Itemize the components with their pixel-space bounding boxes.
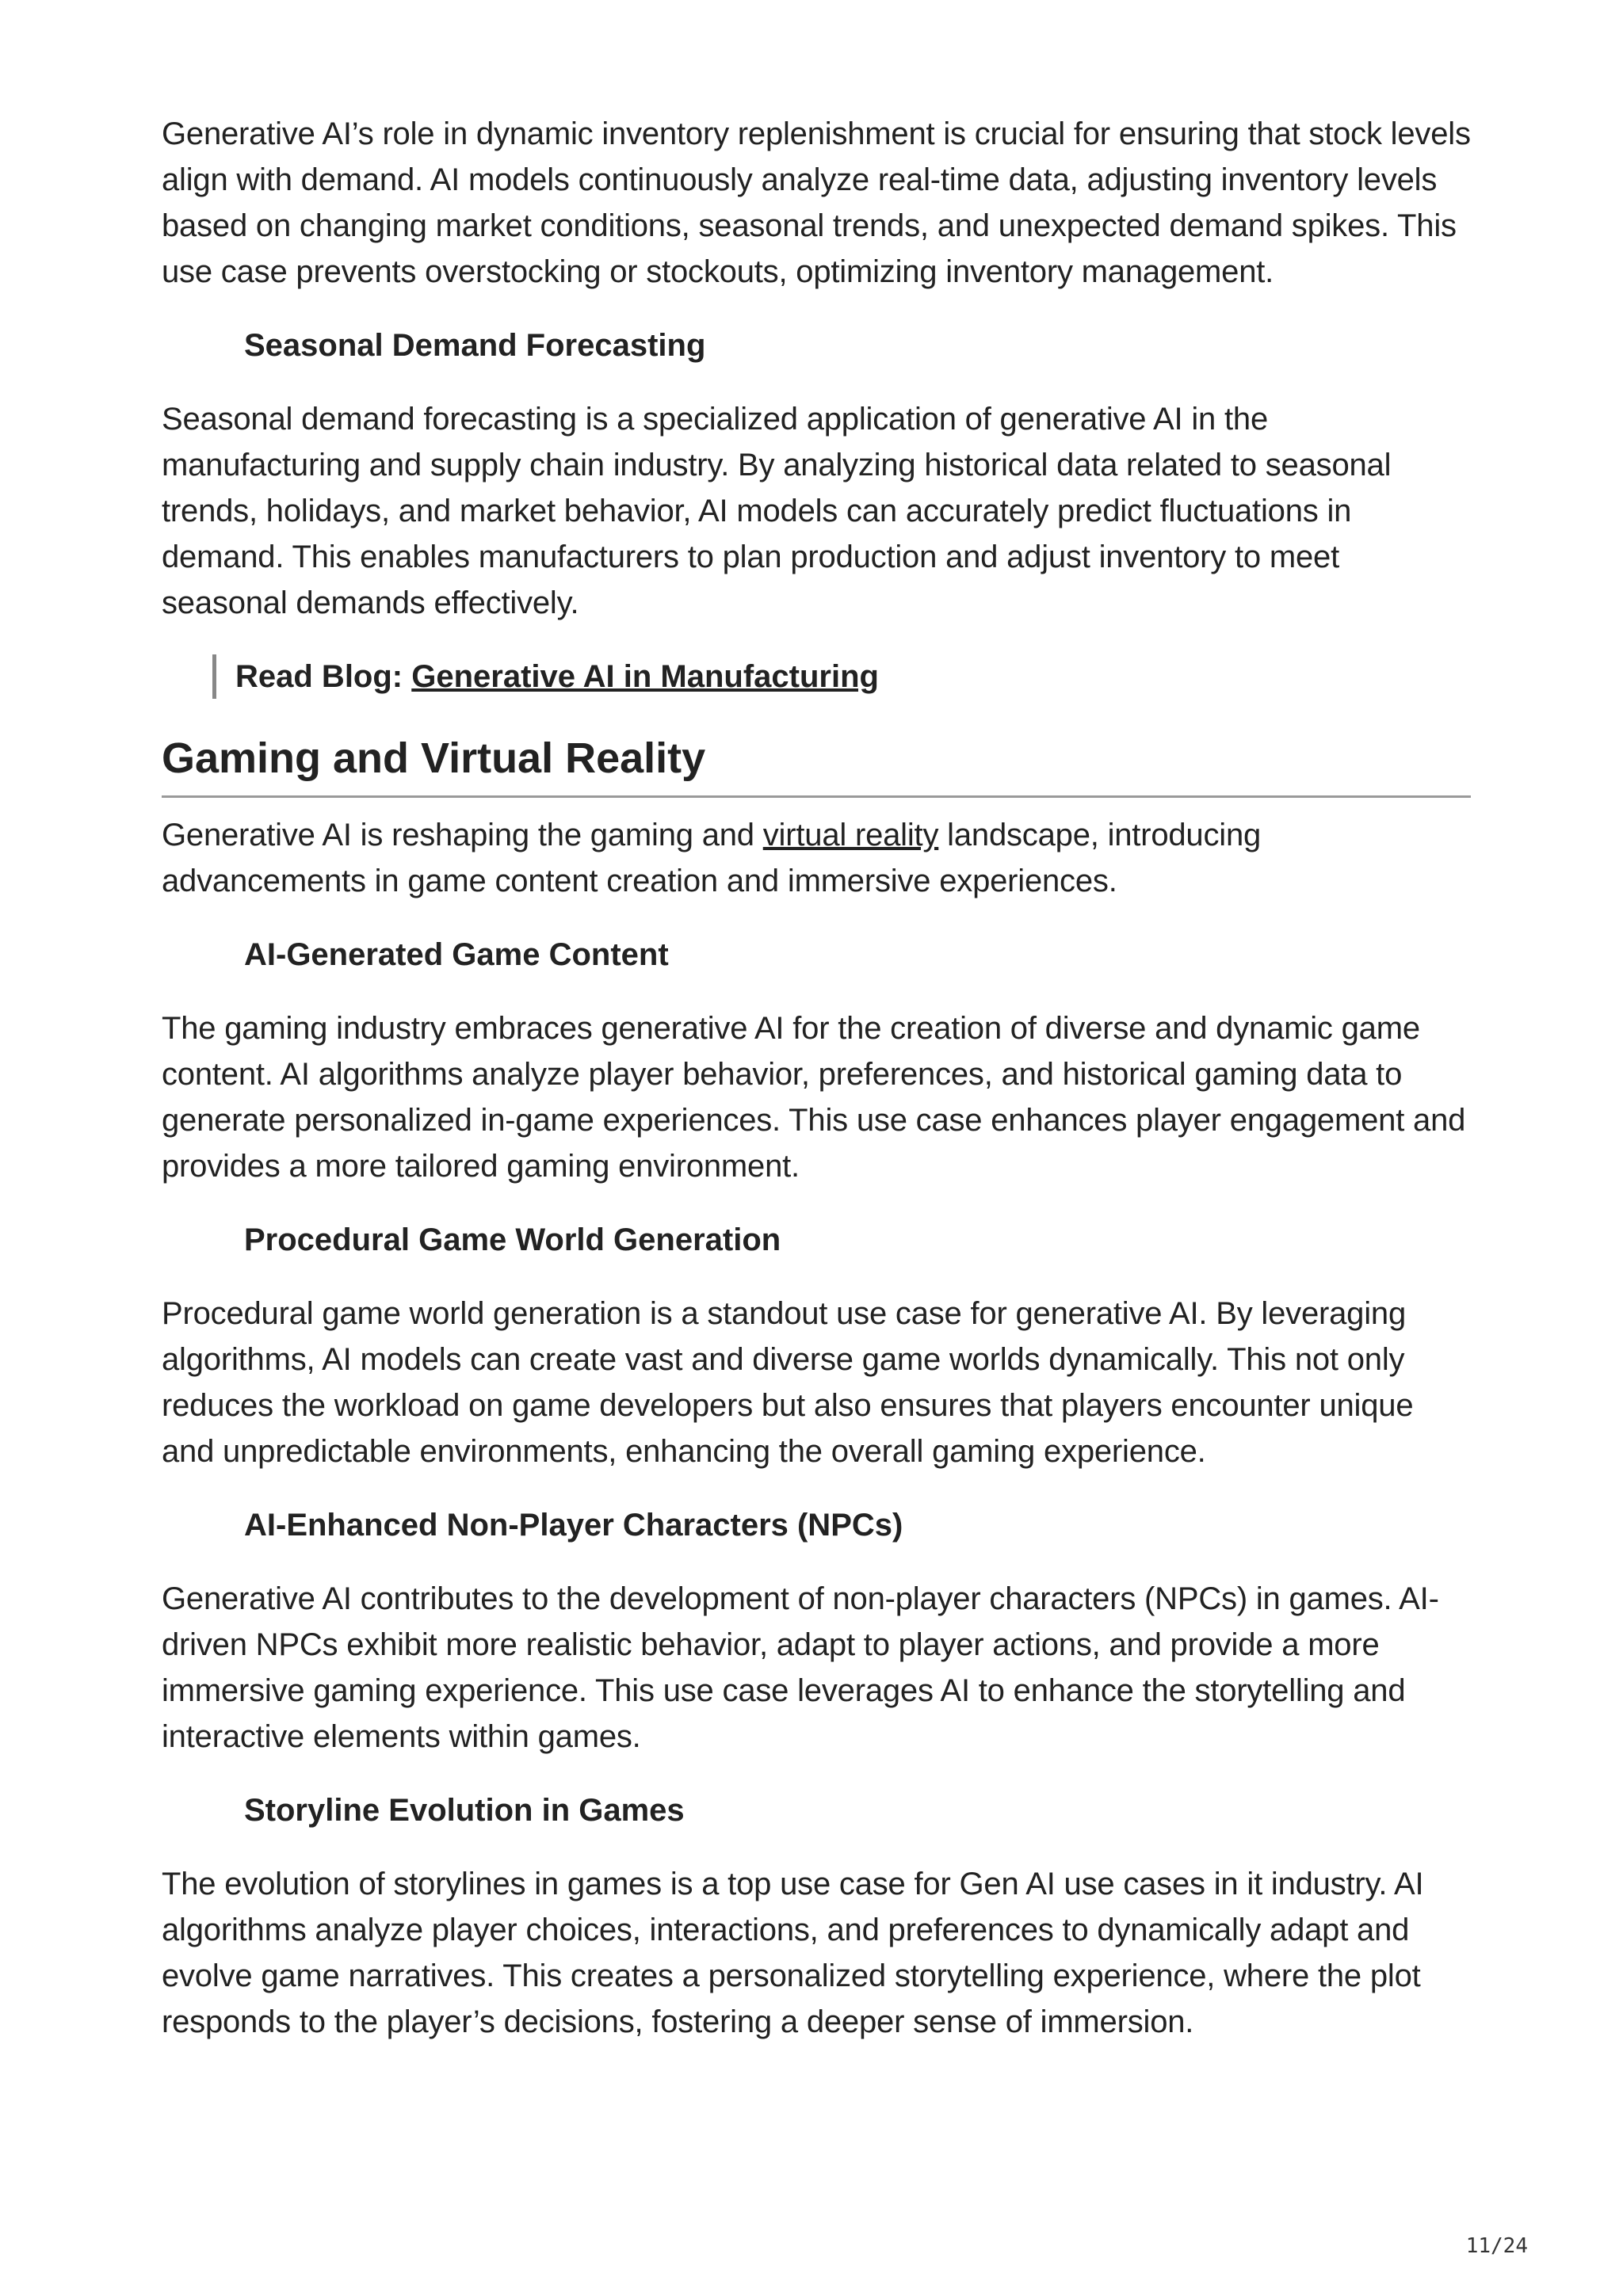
page-number: 11/24 (1465, 2234, 1528, 2258)
paragraph-gaming-intro (162, 812, 1471, 904)
heading-npcs: AI-Enhanced Non-Player Characters (NPCs) (244, 1508, 903, 1543)
gaming-intro-text-start: Generative AI is reshaping the gaming and (162, 818, 763, 852)
paragraph-npcs: Generative AI contributes to the development of non-player characters (NPCs) in games. AI-driven NPCs exhibit more realistic behavior, adapt to player actions, and provide a more immersive gaming experience. This use case leverages AI to enhance the storytelling and interactive elements within games. (162, 1581, 1439, 1754)
gaming-intro-text-end: landscape, introducing advancements in game content creation and immersive experiences. (162, 818, 1262, 898)
paragraph-inventory-replenishment: Generative AI’s role in dynamic inventory replenishment is crucial for ensuring that stock levels align with demand. AI models continuously analyze real-time data, adjusting inventory levels based on changing market conditions, seasonal trends, and unexpected demand spikes. This use case prevents overstocking or stockouts, optimizing inventory management. (162, 116, 1471, 289)
heading-seasonal-demand: Seasonal Demand Forecasting (244, 328, 706, 363)
paragraph-seasonal-demand: Seasonal demand forecasting is a specialized application of generative AI in the manufacturing and supply chain industry. By analyzing historical data related to seasonal trends, holidays, and market behavior, AI models can accurately predict fluctuations in demand. This enables manufacturers to plan production and adjust inventory to meet seasonal demands effectively. (162, 402, 1392, 620)
read-blog-link[interactable]: Generative AI in Manufacturing (411, 659, 879, 694)
heading-game-content: AI-Generated Game Content (244, 937, 669, 972)
virtual-reality-link[interactable]: virtual reality (762, 818, 939, 852)
heading-storyline: Storyline Evolution in Games (244, 1793, 685, 1828)
paragraph-procedural: Procedural game world generation is a standout use case for generative AI. By leveraging algorithms, AI models can create vast and diverse game worlds dynamically. This not only reduces the workload on game developers but also ensures that players encounter unique and unpredictable environments, enhancing the overall gaming experience. (162, 1296, 1414, 1469)
paragraph-storyline: The evolution of storylines in games is a top use case for Gen AI use cases in it industry. AI algorithms analyze player choices, interactions, and preferences to dynamically adapt and evolve game narratives. This creates a personalized storytelling experience, where the plot responds to the player’s decisions, fostering a deeper sense of immersion. (162, 1867, 1424, 2039)
read-blog-callout (212, 654, 1471, 699)
read-blog-label: Read Blog: (235, 659, 412, 694)
section-title-gaming: Gaming and Virtual Reality (162, 730, 1471, 798)
paragraph-game-content: The gaming industry embraces generative AI for the creation of diverse and dynamic game content. AI algorithms analyze player behavior, preferences, and historical gaming data to generate personalized in-game experiences. This use case enhances player engagement and provides a more tailored gaming environment. (162, 1011, 1466, 1184)
document-page (162, 111, 1471, 2073)
heading-procedural: Procedural Game World Generation (244, 1222, 781, 1257)
